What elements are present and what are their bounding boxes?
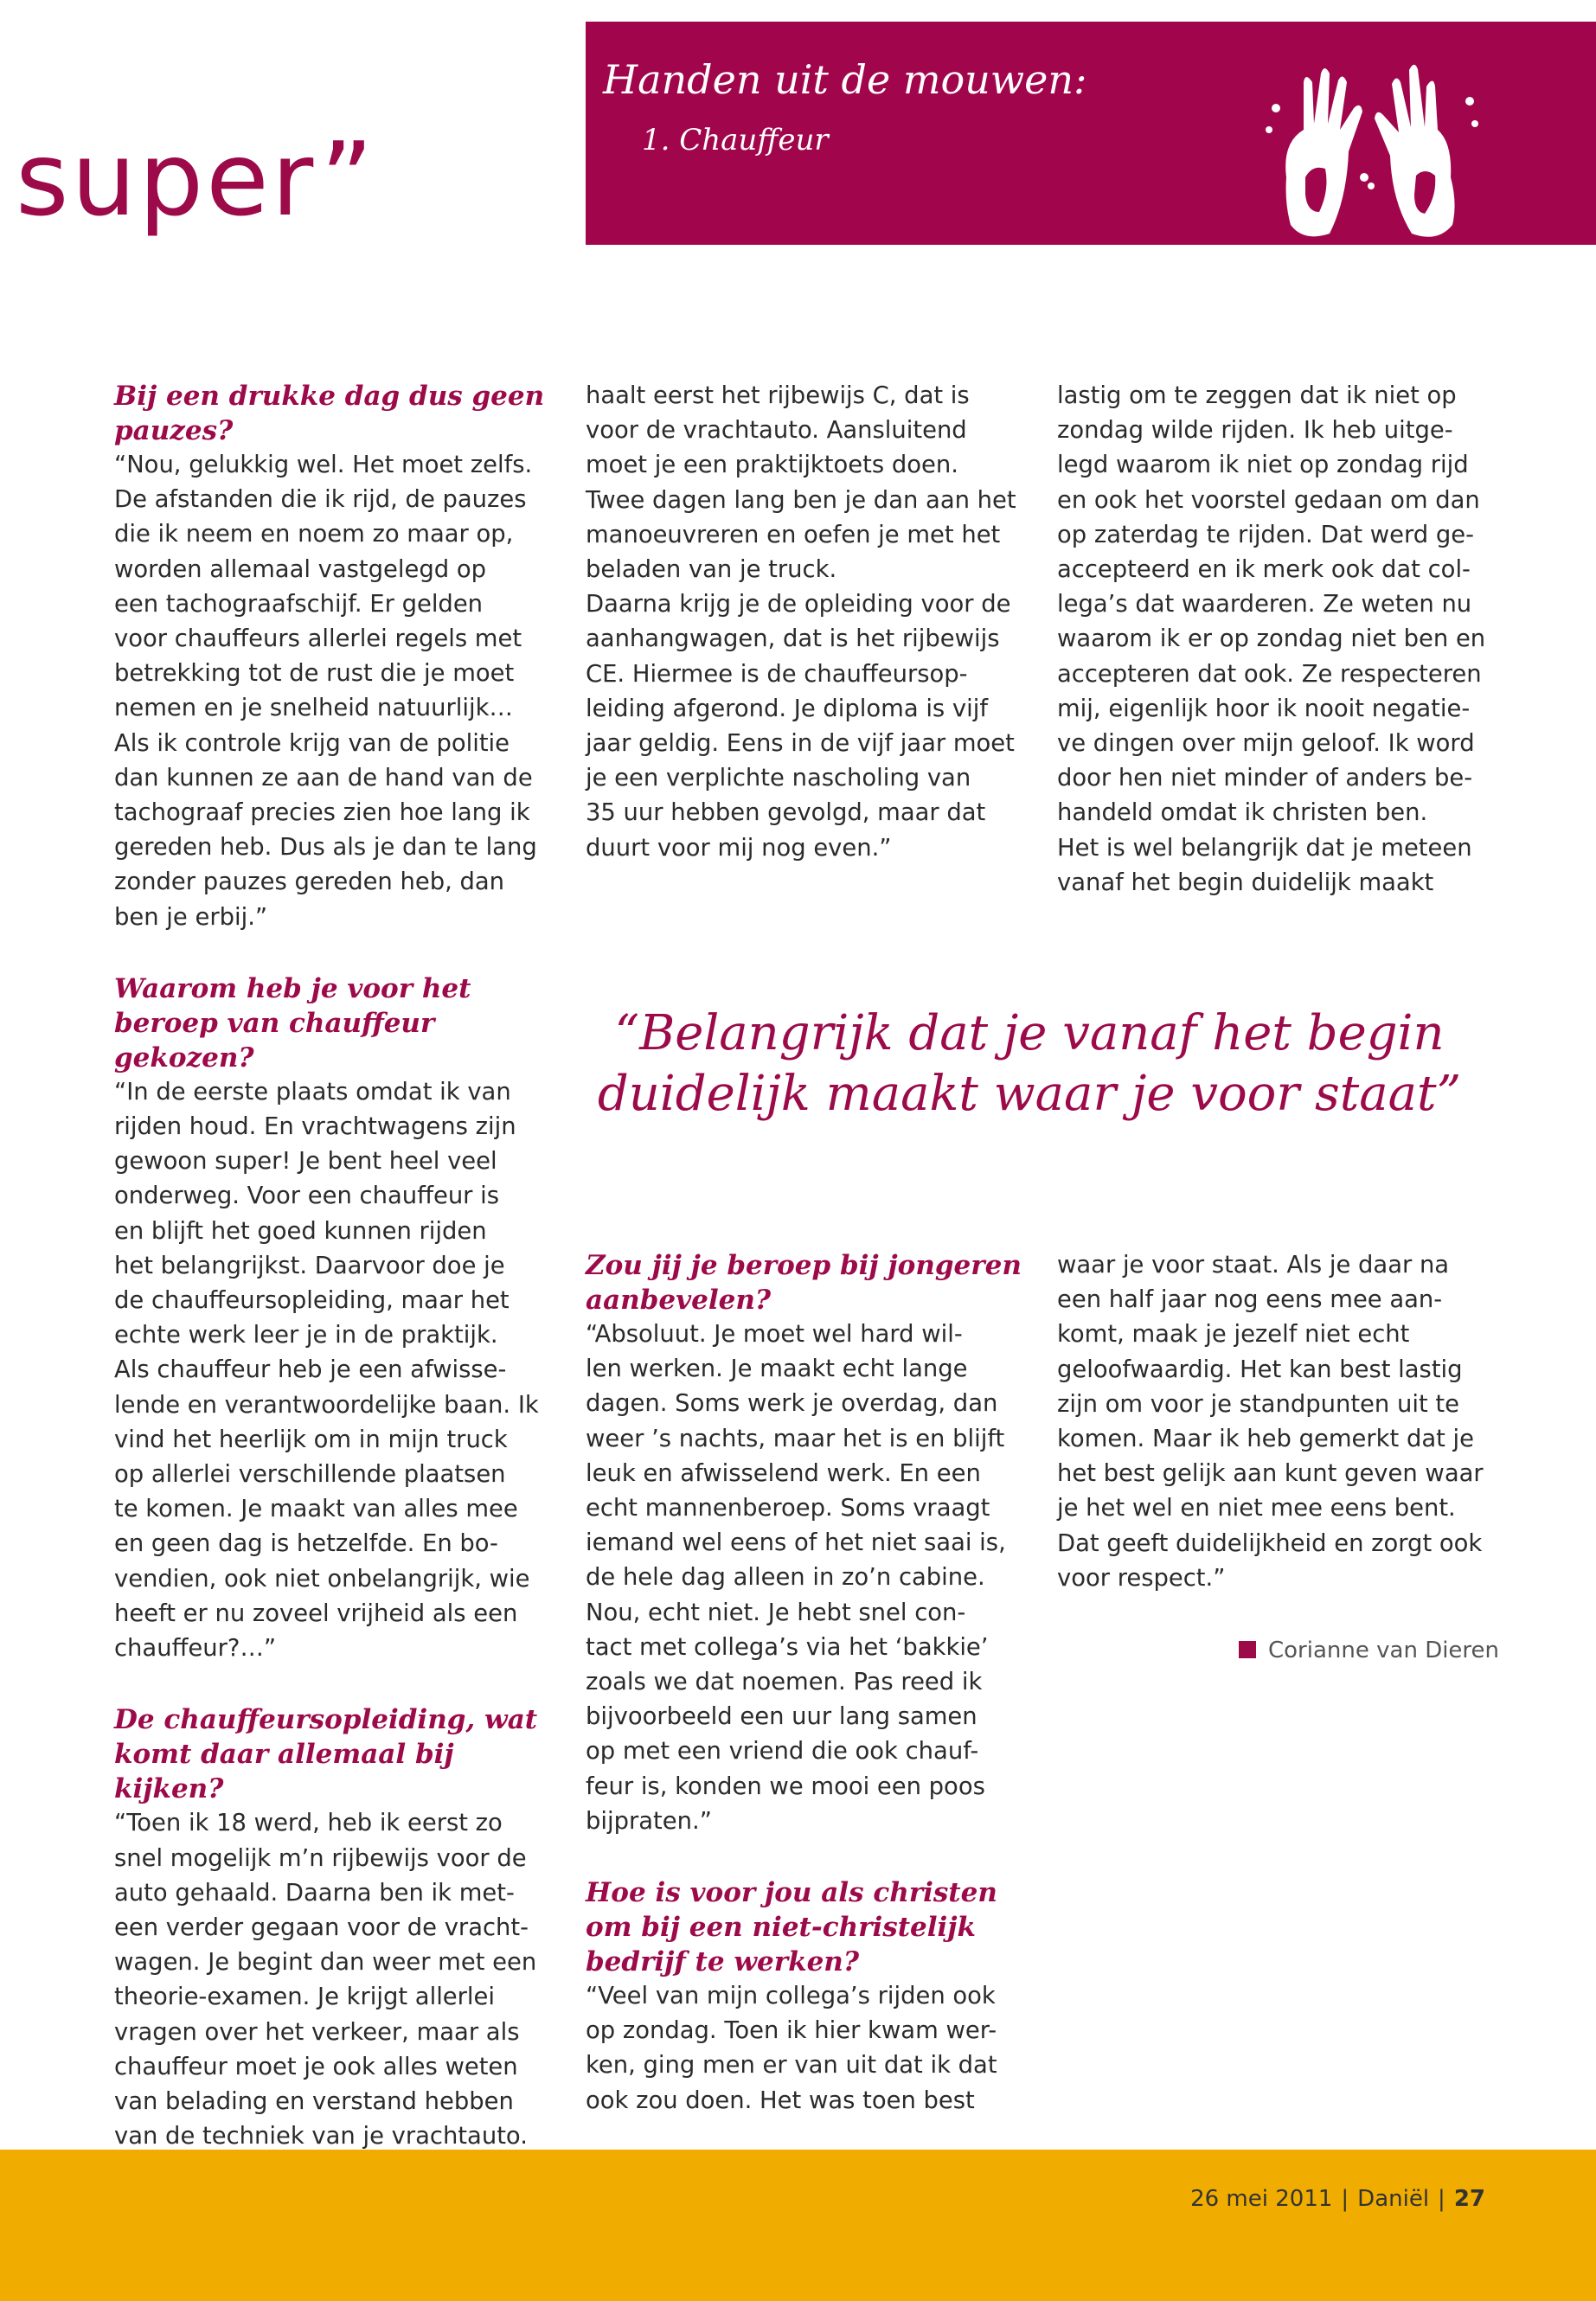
answer-line: bijvoorbeeld een uur lang samen [586,1703,977,1731]
body-line: handeld omdat ik christen ben. [1057,799,1428,827]
series-title: Handen uit de mouwen: [603,56,1087,103]
answer-line: “Toen ik 18 werd, heb ik eerst zo [114,1810,503,1837]
answer-line: feur is, konden we mooi een poos [586,1772,985,1800]
answer-line: echte werk leer je in de praktijk. [114,1322,498,1349]
body-line: zondag wilde rijden. Ik heb uitge- [1057,417,1453,445]
answer-line: snel mogelijk m’n rijbewijs voor de [114,1844,527,1872]
answer-line: op zondag. Toen ik hier kwam wer- [586,2017,997,2045]
body-line: komen. Maar ik heb gemerkt dat je [1057,1426,1475,1453]
answer-line: ook zou doen. Het was toen best [586,2086,975,2114]
magazine-name: Daniël [1357,2186,1430,2212]
footer-separator: | [1341,2186,1349,2212]
body-line: lega’s dat waarderen. Ze weten nu [1057,591,1472,619]
body-line: Dat geeft duidelijkheid en zorgt ook [1057,1529,1483,1557]
body-line: je een verplichte nascholing van [586,765,971,792]
answer-line: tachograaf precies zien hoe lang ik [114,799,530,827]
body-line: ve dingen over mijn geloof. Ik word [1057,730,1475,758]
answer-line: ken, ging men er van uit dat ik dat [586,2052,997,2080]
body-line: een half jaar nog eens mee aan- [1057,1286,1443,1314]
answer-line: een verder gegaan voor de vracht- [114,1913,529,1941]
body-line: door hen niet minder of anders be- [1057,765,1473,792]
answer-line: echt mannenberoep. Soms vraagt [586,1495,990,1522]
answer-line: op allerlei verschillende plaatsen [114,1461,506,1489]
answer-line: betrekking tot de rust die je moet [114,660,515,688]
answer-line: voor chauffeurs allerlei regels met [114,625,522,653]
body-line: jaar geldig. Eens in de vijf jaar moet [586,730,1015,758]
pull-quote-line: “Belangrijk dat je vanaf het begin [614,1005,1445,1061]
answer-line: leuk en afwisselend werk. En een [586,1459,981,1487]
answer-line: zoals we dat noemen. Pas reed ik [586,1669,983,1696]
answer-line: van belading en verstand hebben [114,2087,514,2115]
body-line: legd waarom ik niet op zondag rijd [1057,452,1469,479]
body-line: manoeuvreren en oefen je met het [586,521,1001,548]
answer-line: en geen dag is hetzelfde. En bo- [114,1530,498,1558]
body-line: en ook het voorstel gedaan om dan [1057,486,1480,514]
body-line: aanhangwagen, dat is het rijbewijs [586,625,1000,653]
body-line: 35 uur hebben gevolgd, maar dat [586,799,986,827]
article-column-3-bottom [1057,1248,1524,1596]
body-line: vanaf het begin duidelijk maakt [1057,868,1434,896]
body-line: accepteerd en ik merk ook dat col- [1057,556,1471,584]
question-heading: Bij een drukke dag dus geen pauzes? [114,381,545,446]
answer-line: rijden houd. En vrachtwagens zijn [114,1113,516,1141]
body-line: voor respect.” [1057,1564,1226,1592]
pull-quote [588,1003,1471,1125]
answer-line: theorie-examen. Je krijgt allerlei [114,1984,495,2011]
question-heading: Zou jij je beroep bij jongeren aanbevelen? [586,1250,1022,1316]
body-line: Het is wel belangrijk dat je meteen [1057,834,1472,862]
body-line: moet je een praktijktoets doen. [586,452,958,479]
answer-line: heeft er nu zoveel vrijheid als een [114,1599,518,1627]
body-line: accepteren dat ook. Ze respecteren [1057,660,1482,688]
answer-line: die ik neem en noem zo maar op, [114,521,514,548]
article-column-2-top [586,379,1035,866]
body-line: waar je voor staat. Als je daar na [1057,1252,1450,1279]
answer-line: de chauffeursopleiding, maar het [114,1287,510,1315]
answer-line: weer ’s nachts, maar het is en blijft [586,1425,1005,1452]
article-column-1 [114,379,555,2189]
answer-line: bijpraten.” [586,1807,712,1835]
answer-line: zonder pauzes gereden heb, dan [114,868,505,896]
body-line: Twee dagen lang ben je dan aan het [586,486,1016,514]
answer-line: iemand wel eens of het niet saai is, [586,1529,1006,1557]
answer-line: onderweg. Voor een chauffeur is [114,1183,500,1210]
body-line: zijn om voor je standpunten uit te [1057,1390,1459,1418]
answer-line: de hele dag alleen in zo’n cabine. [586,1564,985,1592]
answer-line: nemen en je snelheid natuurlijk… [114,695,513,722]
square-bullet-icon [1239,1641,1256,1658]
body-line: CE. Hiermee is de chauffeursop- [586,660,968,688]
answer-line: ben je erbij.” [114,903,268,931]
footer-separator: | [1438,2186,1445,2212]
answer-line: auto gehaald. Daarna ben ik met- [114,1879,515,1907]
answer-line: “In de eerste plaats omdat ik van [114,1078,511,1106]
article-column-3-top [1057,379,1524,901]
page-title-fragment: super” [16,119,376,239]
issue-date: 26 mei 2011 [1190,2186,1333,2212]
answer-line: chauffeur moet je ook alles weten [114,2053,518,2080]
body-line: lastig om te zeggen dat ik niet op [1057,382,1457,409]
body-line: geloofwaardig. Het kan best lastig [1057,1356,1463,1383]
body-line: Daarna krijg je de opleiding voor de [586,591,1011,619]
body-line: leiding afgerond. Je diploma is vijf [586,695,988,722]
answer-line: wagen. Je begint dan weer met een [114,1949,537,1977]
answer-line: dan kunnen ze aan de hand van de [114,764,533,792]
body-line: waarom ik er op zondag niet ben en [1057,625,1486,653]
answer-line: “Nou, gelukkig wel. Het moet zelfs. [114,452,533,478]
answer-line: het belangrijkst. Daarvoor doe je [114,1252,505,1279]
answer-line: “Absoluut. Je moet wel hard wil- [586,1321,963,1348]
page-footer [0,2150,1596,2301]
answer-line: een tachograafschijf. Er gelden [114,590,484,618]
series-subtitle: 1. Chauffeur [642,123,829,157]
answer-line: Als chauffeur heb je een afwisse- [114,1356,507,1384]
answer-line: gereden heb. Dus als je dan te lang [114,834,537,862]
answer-line: vendien, ook niet onbelangrijk, wie [114,1565,530,1593]
answer-line: van de techniek van je vrachtauto. [114,2123,528,2150]
answer-line: vragen over het verkeer, maar als [114,2018,520,2046]
page-number: 27 [1453,2186,1485,2212]
answer-line: tact met collega’s via het ‘bakkie’ [586,1633,989,1661]
answer-line: Nou, echt niet. Je hebt snel con- [586,1599,966,1626]
body-line: komt, maak je jezelf niet echt [1057,1321,1410,1349]
answer-line: chauffeur?…” [114,1635,277,1663]
answer-line: De afstanden die ik rijd, de pauzes [114,486,527,514]
body-line: op zaterdag te rijden. Dat werd ge- [1057,521,1475,548]
body-line: beladen van je truck. [586,556,837,584]
article-column-2-bottom [586,1248,1035,2118]
body-line: duurt voor mij nog even.” [586,834,892,862]
question-heading: Waarom heb je voor het beroep van chauffeur gekozen? [114,972,471,1074]
author-name: Corianne van Dieren [1268,1638,1500,1663]
answer-line: worden allemaal vastgelegd op [114,555,486,583]
series-banner [586,22,1596,245]
body-line: voor de vrachtauto. Aansluitend [586,417,967,445]
answer-line: te komen. Je maakt van alles mee [114,1496,518,1523]
handprints-icon [1252,48,1520,255]
answer-line: op met een vriend die ook chauf- [586,1738,979,1766]
answer-line: gewoon super! Je bent heel veel [114,1148,497,1176]
answer-line: lende en verantwoordelijke baan. Ik [114,1391,539,1419]
body-line: het best gelijk aan kunt geven waar [1057,1460,1484,1488]
footer-info [1190,2186,1485,2212]
answer-line: vind het heerlijk om in mijn truck [114,1426,508,1453]
pull-quote-line: duidelijk maakt waar je voor staat” [597,1066,1462,1122]
answer-line: en blijft het goed kunnen rijden [114,1217,487,1245]
answer-line: len werken. Je maakt echt lange [586,1356,968,1383]
answer-line: “Veel van mijn collega’s rijden ook [586,1983,996,2010]
author-credit [1239,1636,1499,1665]
body-line: mij, eigenlijk hoor ik nooit negatie- [1057,695,1471,722]
body-line: haalt eerst het rijbewijs C, dat is [586,382,970,409]
answer-line: Als ik controle krijg van de politie [114,729,510,757]
body-line: je het wel en niet mee eens bent. [1057,1495,1456,1522]
question-heading: De chauffeursopleiding, wat komt daar allemaal bij kijken? [114,1704,538,1805]
question-heading: Hoe is voor jou als christen om bij een niet-christelijk bedrijf te werken? [586,1877,997,1978]
answer-line: dagen. Soms werk je overdag, dan [586,1390,998,1418]
